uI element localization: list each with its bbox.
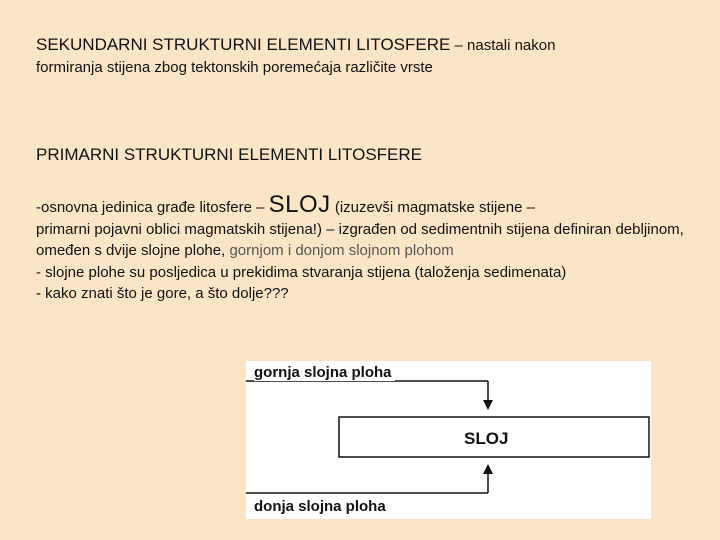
secondary-title: SEKUNDARNI STRUKTURNI ELEMENTI LITOSFERE xyxy=(36,35,451,54)
secondary-heading xyxy=(36,34,686,56)
layer-diagram xyxy=(246,361,651,519)
primary-bullet-1: - slojne plohe su posljedica u prekidima stvaranja stijena (taloženja sedimenata) xyxy=(36,263,567,281)
primary-line2: primarni pojavni oblici magmatskih stijena!) – izgrađen od sedimentnih stijena definiran debljinom, omeđen s dvije slojne plohe, xyxy=(36,220,684,259)
secondary-description: formiranja stijena zbog tektonskih poremećaja različite vrste xyxy=(36,59,433,76)
primary-line1-prefix: -osnovna jedinica građe litosfere – xyxy=(36,199,269,216)
secondary-title-suffix: nastali nakon xyxy=(467,37,556,54)
layer-label: SLOJ xyxy=(464,429,509,448)
secondary-dash: – xyxy=(450,37,468,54)
bottom-surface-label: donja slojna ploha xyxy=(254,498,389,515)
primary-line2-highlight: gornjom i donjom slojnom plohom xyxy=(229,242,454,259)
primary-title: PRIMARNI STRUKTURNI ELEMENTI LITOSFERE xyxy=(36,145,423,164)
primary-bullet-2: - kako znati što je gore, a što dolje??? xyxy=(36,285,289,302)
sloj-term: SLOJ xyxy=(268,191,331,218)
top-surface-label: gornja slojna ploha xyxy=(254,364,395,381)
primary-line1-suffix: (izuzevši magmatske stijene – xyxy=(330,199,535,216)
layer-diagram-graphics xyxy=(246,361,651,519)
primary-body xyxy=(36,191,686,305)
